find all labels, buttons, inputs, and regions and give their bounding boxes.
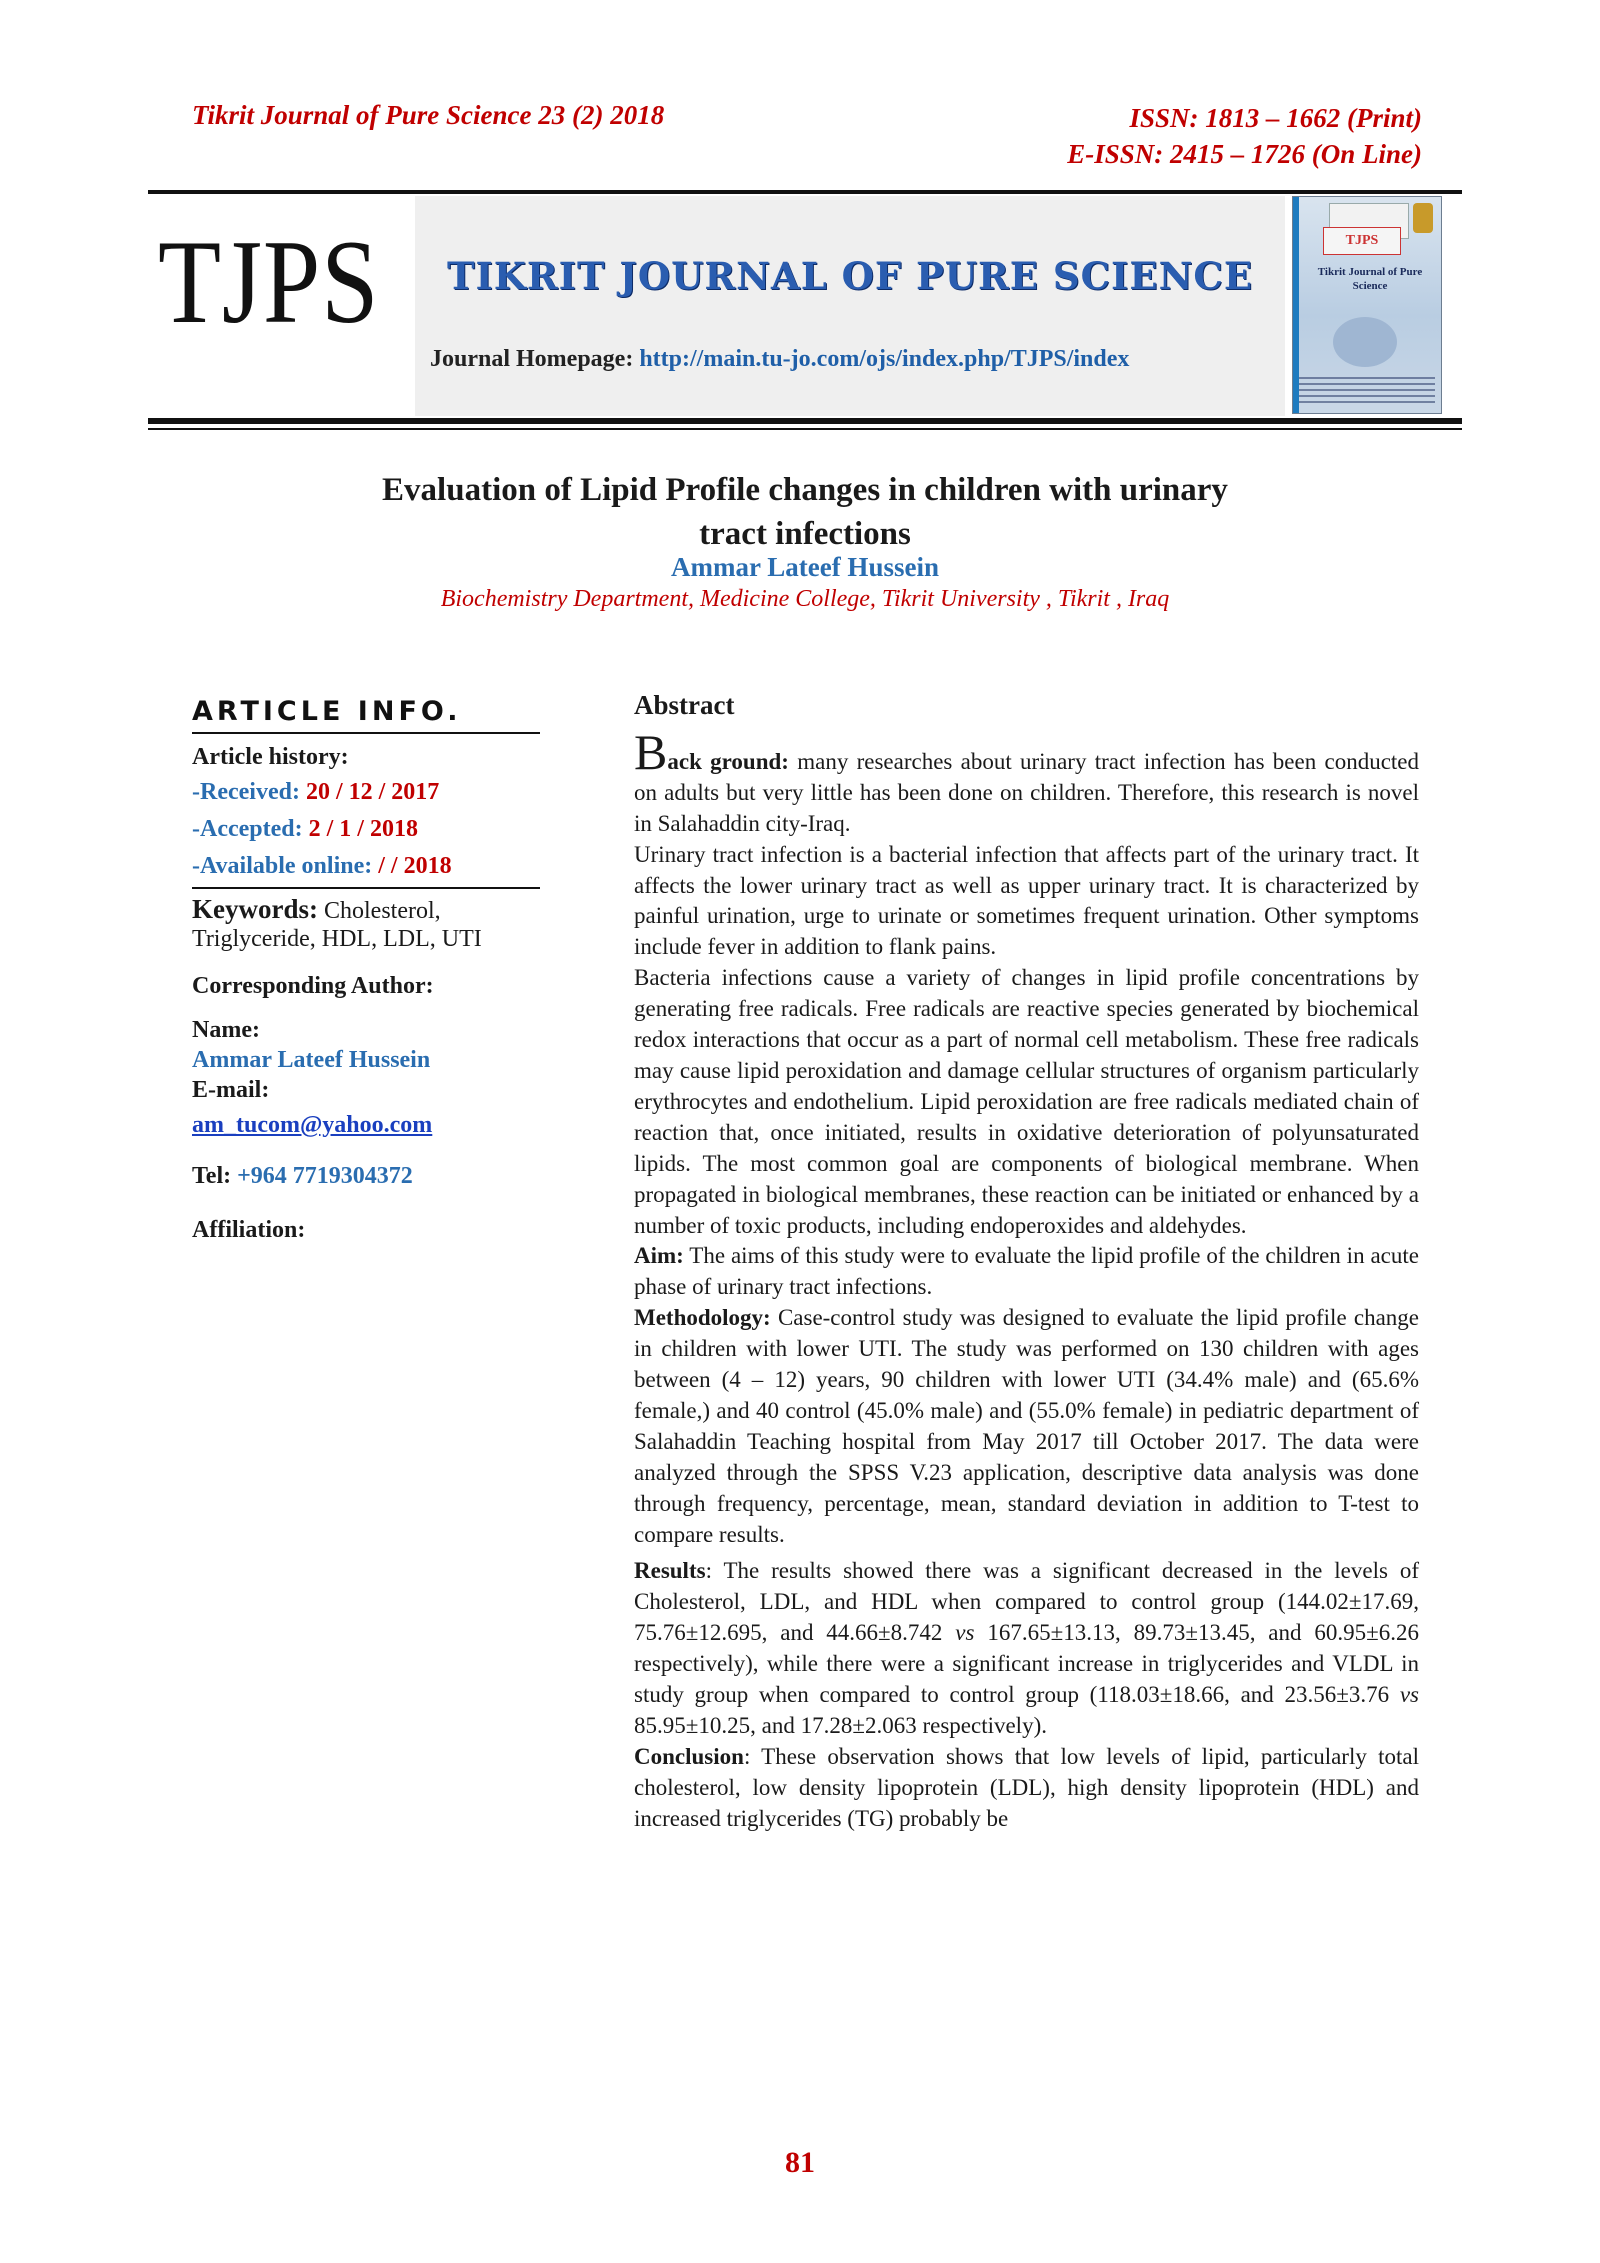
abstract-para-uti: Urinary tract infection is a bacterial infection that affects part of the urinary tract. It affects the lower urinary tract as well as upper urinary tract. It is characterized by painful urination, urge to urinate or sometimes frequent urination. Other symptoms include fever in addition to flank pains. (634, 841, 1419, 960)
aim-text: The aims of this study were to evaluate the lipid profile of the children in acute phase of urinary tract infections. (634, 1243, 1419, 1300)
received-date (192, 774, 540, 811)
article-info-panel (192, 694, 540, 1247)
background-label: ack ground: (667, 748, 789, 774)
abstract-background (634, 723, 1420, 840)
homepage-link[interactable]: http://main.tu-jo.com/ojs/index.php/TJPS/index (639, 346, 1130, 372)
received-label: -Received: (192, 779, 300, 805)
drop-cap: B (634, 723, 668, 780)
accepted-date (192, 811, 540, 848)
paper-author: Ammar Lateef Hussein (671, 552, 939, 582)
masthead-top-rule (148, 190, 1462, 194)
cover-crest-icon (1413, 203, 1433, 233)
journal-homepage (430, 346, 1129, 373)
cover-footer-lines (1299, 377, 1435, 403)
email-link[interactable]: am_tucom@yahoo.com (192, 1112, 433, 1138)
results-text-2: 167.65±13.13, 89.73±13.45, and 60.95±6.26 respectively), while there were a significant increase in triglycerides and VLDL in study group when compared to control group (118.03±18.66, and 23.56±3.76 (634, 1620, 1419, 1708)
keywords-rule (192, 887, 540, 889)
conclusion-label: Conclusion (634, 1743, 744, 1769)
page-number: 81 (785, 2146, 815, 2179)
tel-label: Tel: (192, 1163, 232, 1189)
results-text-1: : The results showed there was a significant decreased in the levels of Cholesterol, LDL, and HDL when compared to control group (144.02±17.69, 75.76±12.695, and 44.66±8.742 (634, 1558, 1419, 1646)
results-text-3: 85.95±10.25, and 17.28±2.063 respectively). (634, 1713, 1047, 1738)
paper-title-line1: Evaluation of Lipid Profile changes in children with urinary (382, 472, 1228, 508)
masthead-bottom-rule-thin (148, 428, 1462, 430)
issn-print: ISSN: 1813 – 1662 (Print) (1129, 103, 1422, 133)
results-vs-1: vs (955, 1620, 975, 1646)
results-vs-2: vs (1399, 1682, 1419, 1708)
abstract-aim (634, 1241, 1419, 1303)
abstract-section (634, 690, 1419, 1835)
article-info-rule (192, 732, 540, 734)
conclusion-text: : These observation shows that low levels of lipid, particularly total cholesterol, low density lipoprotein (LDL), high density lipoprotein (HDL) and increased triglycerides (TG) probably be (634, 1743, 1419, 1831)
abstract-heading: Abstract (634, 690, 735, 720)
paper-affiliation: Biochemistry Department, Medicine College, Tikrit University , Tikrit , Iraq (440, 586, 1170, 612)
running-header-journal: Tikrit Journal of Pure Science 23 (2) 2018 (192, 100, 665, 130)
running-header-issn (1067, 100, 1422, 172)
keywords-label: Keywords: (192, 894, 318, 924)
keywords-value: Cholesterol, Triglyceride, HDL, LDL, UTI (192, 898, 482, 952)
accepted-label: -Accepted: (192, 816, 303, 842)
cover-badge: TJPS (1323, 227, 1401, 255)
journal-logo: TJPS (158, 215, 380, 348)
abstract-conclusion (634, 1742, 1419, 1835)
affiliation-label: Affiliation: (192, 1217, 306, 1243)
tel-value: +964 7719304372 (237, 1163, 413, 1189)
masthead-band (415, 196, 1285, 416)
abstract-methodology (634, 1303, 1419, 1550)
paper-title (200, 468, 1410, 556)
paper-title-line2: tract infections (699, 516, 911, 552)
abstract-results (634, 1556, 1419, 1741)
available-online-date (192, 848, 540, 885)
background-text: many researches about urinary tract infection has been conducted on adults but very little has been done on children. Therefore, this research is novel in Salahaddin city-Iraq. (634, 748, 1420, 836)
keywords (192, 895, 540, 953)
results-label: Results (634, 1558, 706, 1584)
corresponding-author-name: Ammar Lateef Hussein (192, 1047, 431, 1073)
issn-online: E-ISSN: 2415 – 1726 (On Line) (1067, 139, 1422, 169)
methodology-text: Case-control study was designed to evaluate the lipid profile change in children with lower UTI. The study was performed on 130 children with ages between (4 – 12) years, 90 children with lower UTI (34.4% male) and (65.6% female,) and 40 control (45.0% male) and (55.0% female) in pediatric department of Salahaddin Teaching hospital from May 2017 till October 2017. The data were analyzed through the SPSS V.23 application, descriptive data analysis was done through frequency, percentage, mean, standard deviation in addition to T-test to compare results. (634, 1305, 1419, 1547)
journal-cover-image (1292, 196, 1442, 414)
journal-title: TIKRIT JOURNAL OF PURE SCIENCE (446, 254, 1254, 298)
name-label: Name: (192, 1017, 260, 1043)
accepted-value: 2 / 1 / 2018 (308, 816, 418, 842)
email-label: E-mail: (192, 1077, 270, 1103)
aim-label: Aim: (634, 1243, 684, 1269)
online-value: / / 2018 (378, 853, 452, 879)
online-label: -Available online: (192, 853, 373, 879)
telephone (192, 1159, 540, 1193)
article-info-heading: ARTICLE INFO. (192, 696, 462, 727)
received-value: 20 / 12 / 2017 (305, 779, 440, 805)
abstract-para-bacteria: Bacteria infections cause a variety of changes in lipid profile concentrations by generating free radicals. Free radicals are reactive species generated by biochemical redox interactions that occur as a part of normal cell metabolism. These free radicals may cause lipid peroxidation and damage cellular structures of organism particularly erythrocytes and endothelium. Lipid peroxidation are free radicals mediated chain of reaction that, once initiated, results in oxidative deterioration of polyunsaturated lipids. The most common goal are components of biological membrane. When propagated in biological membranes, these reaction can be initiated or enhanced by a number of toxic products, including endoperoxides and aldehydes. (634, 965, 1419, 1238)
homepage-label: Journal Homepage: (430, 346, 634, 372)
corresponding-author-label: Corresponding Author: (192, 973, 434, 999)
masthead-bottom-rule (148, 418, 1462, 424)
cover-emblem-icon (1333, 317, 1397, 367)
article-history-label: Article history: (192, 744, 349, 770)
methodology-label: Methodology: (634, 1305, 771, 1331)
cover-journal-name: Tikrit Journal of Pure Science (1317, 266, 1423, 292)
